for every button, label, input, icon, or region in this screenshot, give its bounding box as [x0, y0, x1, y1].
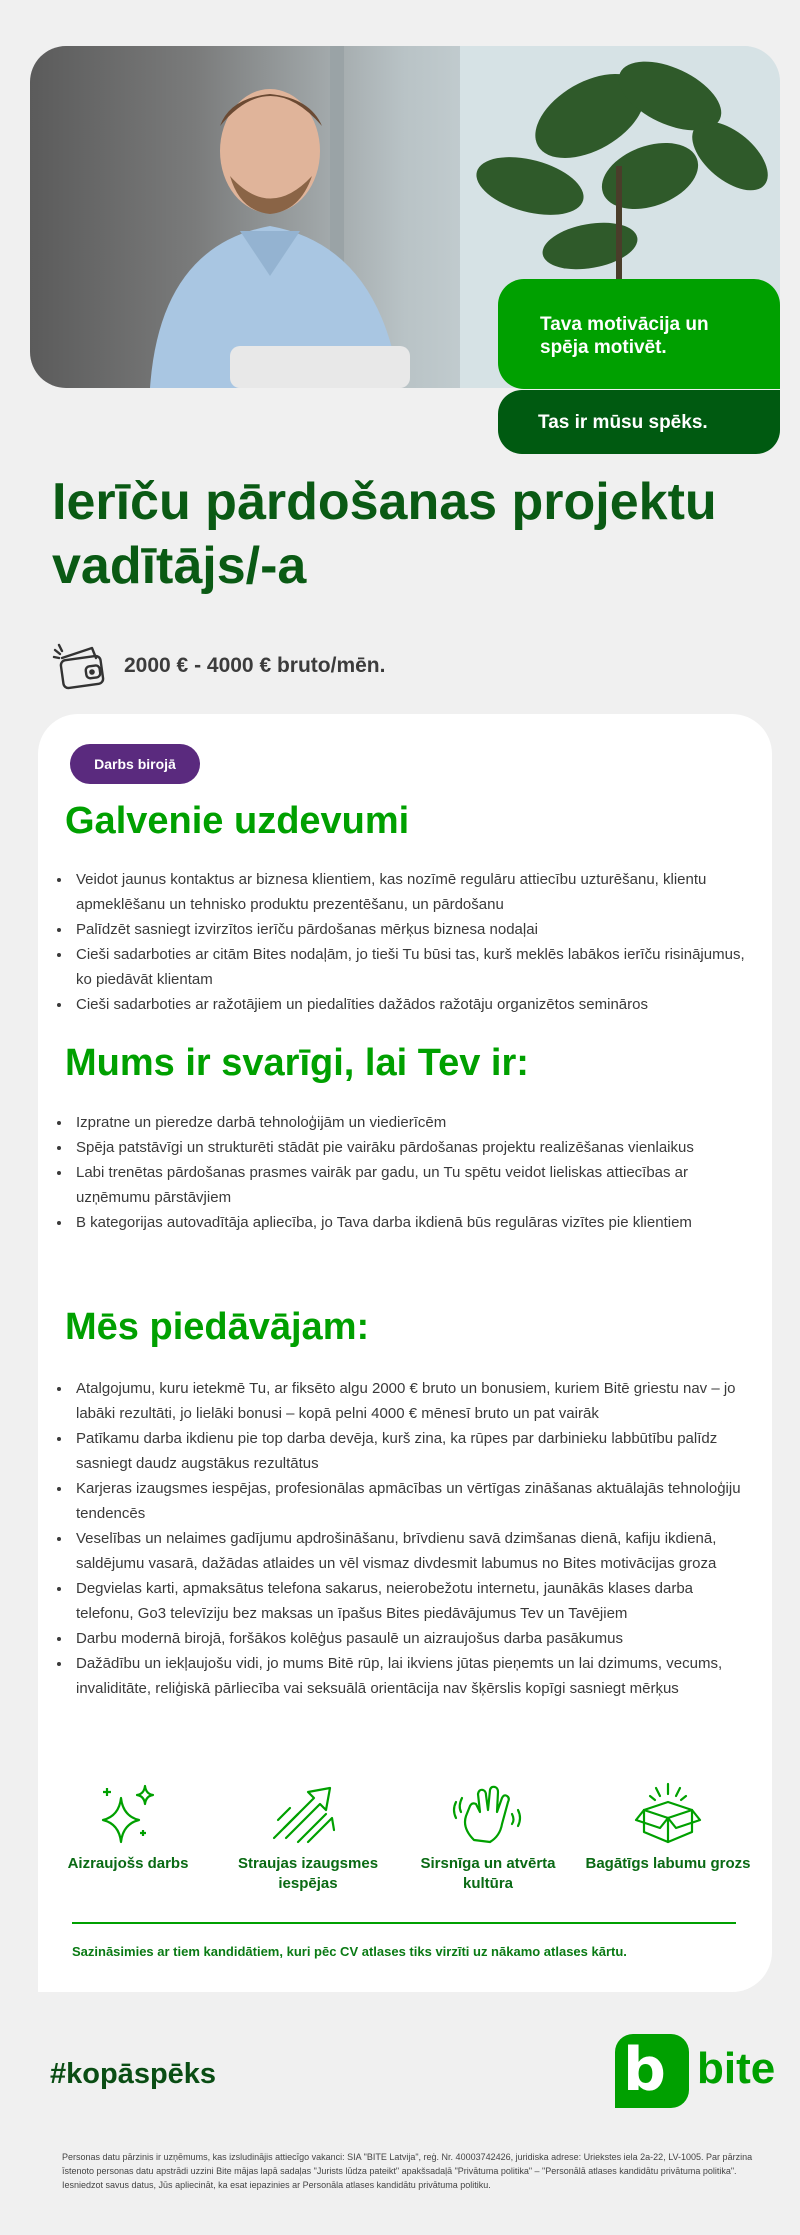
divider: [72, 1922, 736, 1924]
list-item: • Veidot jaunus kontaktus ar biznesa klientiem, kas nozīmē regulāru attiecību uzturēšanu, klientu apmeklēšanu un tehnisko produktu prezentēšanu, un pārdošanu: [72, 867, 752, 917]
list-item: • Darbu modernā birojā, foršākos kolēģus pasaulē un aizraujošus darba pasākumus: [72, 1626, 752, 1651]
gift-box-icon: [628, 1780, 708, 1846]
salary-row: [52, 642, 552, 692]
sparkles-icon: [93, 1780, 163, 1846]
privacy-notice: Personas datu pārzinis ir uzņēmums, kas izsludinājis attiecīgo vakanci: SIA "BITE Latvija", reģ. Nr. 40003742426, juridiska adrese: Uriekstes iela 2a-22, LV-1005. Par pārzina īstenoto personas datu apstrādi uzzini Bite mājas lapā sadaļas "Jurists lūdza pateikt" apakšsadaļā "Privātuma politika" – "Personālā atlases kandidātu privātuma politika". Iesniedzot savus datus, Jūs apliecināt, ka esat iepazinies ar Personāla atlases kandidātu privātuma politiku.: [62, 2152, 753, 2190]
list-item: • Labi trenētas pārdošanas prasmes vairāk par gadu, un Tu spētu veidot lieliskas attiecības ar uzņēmumu pārstāvjiem: [72, 1160, 752, 1210]
list-item: • Spēja patstāvīgi un strukturēti stādāt pie vairāku pārdošanas projektu realizēšanas vienlaikus: [72, 1135, 752, 1160]
benefit-culture: [398, 1780, 578, 1894]
list-item: • Degvielas karti, apmaksātus telefona sakarus, neierobežotu internetu, jaunākās klases darba telefonu, Go3 televīziju bez maksas un īpašus Bites piedāvājumus Tev un Tavējiem: [72, 1576, 752, 1626]
benefits-row: [38, 1780, 772, 1910]
benefit-perks: [578, 1780, 758, 1874]
list-item: • Cieši sadarboties ar ražotājiem un piedalīties dažādos ražotāju organizētos semināros: [72, 992, 752, 1017]
bite-logo[interactable]: [615, 2034, 775, 2108]
list-item: • Izpratne un pieredze darbā tehnoloģijām un viedierīcēm: [72, 1110, 752, 1135]
logo-word: bite: [697, 2044, 776, 2093]
contact-note: Sazināsimies ar tiem kandidātiem, kuri pēc CV atlases tiks virzīti uz nākamo atlases kārtu.: [72, 1944, 627, 1959]
hero-section: [30, 46, 780, 433]
wallet-icon: [52, 642, 108, 692]
list-item: • Atalgojumu, kuru ietekmē Tu, ar fiksēto algu 2000 € bruto un bonusiem, kuriem Bitē griestu nav – jo labāki rezultāti, jo lielāki bonusi – kopā pelni 4000 € mēnesī bruto un pat vairāk: [72, 1376, 752, 1426]
list-item: • Patīkamu darba ikdienu pie top darba devēja, kurš zina, ka rūpes par darbinieku labbūtību palīdz sasniegt daudz augstākus rezultātus: [72, 1426, 752, 1476]
logo-letter: b: [623, 2035, 666, 2105]
strength-bubble: Tas ir mūsu spēks.: [498, 390, 780, 454]
list-item: • Cieši sadarboties ar citām Bites nodaļām, jo tieši Tu būsi tas, kurš meklēs labākos ierīču risinājumus, ko piedāvāt klientam: [72, 942, 752, 992]
growth-arrows-icon: [268, 1780, 348, 1846]
benefit-growth: [218, 1780, 398, 1894]
hashtag: #kopāspēks: [50, 2058, 217, 2090]
list-item: • Karjeras izaugsmes iespējas, profesionālas apmācības un vērtīgas zināšanas aktuālajās tehnoloģiju tendencēs: [72, 1476, 752, 1526]
waving-hand-icon: [448, 1780, 528, 1846]
offer-list: [52, 1376, 752, 1701]
salary-text: 2000 € - 4000 € bruto/mēn.: [124, 654, 386, 677]
benefit-label: Sirsnīga un atvērta kultūra: [420, 1855, 556, 1892]
benefit-exciting-work: [38, 1780, 218, 1874]
tasks-list: [52, 867, 752, 1017]
work-location-tag: Darbs birojā: [70, 744, 200, 784]
list-item: • B kategorijas autovadītāja apliecība, jo Tava darba ikdienā būs regulāras vizītes pie klientiem: [72, 1210, 752, 1235]
logo-badge: [615, 2034, 689, 2108]
benefit-label: Aizraujošs darbs: [67, 1855, 189, 1872]
list-item: • Dažādību un iekļaujošu vidi, jo mums Bitē rūp, lai ikviens jūtas pieņemts un lai dzimums, vecums, invaliditāte, reliģiskā pārliecība vai seksuālā orientācija nav šķērslis kopīgi sasniegt mērķus: [72, 1651, 752, 1701]
list-item: • Palīdzēt sasniegt izvirzītos ierīču pārdošanas mērķus biznesa nodaļai: [72, 917, 752, 942]
list-item: • Veselības un nelaimes gadījumu apdrošināšanu, brīvdienu savā dzimšanas dienā, kafiju ikdienā, saldējumu vasarā, dažādas atlaides un vēl vismaz divdesmit labumus no Bites motivācijas groza: [72, 1526, 752, 1576]
benefit-label: Bagātīgs labumu grozs: [585, 1855, 751, 1872]
requirements-list: [52, 1110, 752, 1235]
benefit-label: Straujas izaugsmes iespējas: [237, 1855, 379, 1892]
section-title-requirements: Mums ir svarīgi, lai Tev ir:: [65, 1042, 529, 1084]
section-title-tasks: Galvenie uzdevumi: [65, 800, 410, 842]
job-title: Ierīču pārdošanas projektu vadītājs/-a: [52, 473, 717, 595]
section-title-offer: Mēs piedāvājam:: [65, 1306, 370, 1348]
job-details-card: [38, 714, 772, 1992]
motivation-bubble: Tava motivācija un spēja motivēt.: [498, 279, 780, 389]
